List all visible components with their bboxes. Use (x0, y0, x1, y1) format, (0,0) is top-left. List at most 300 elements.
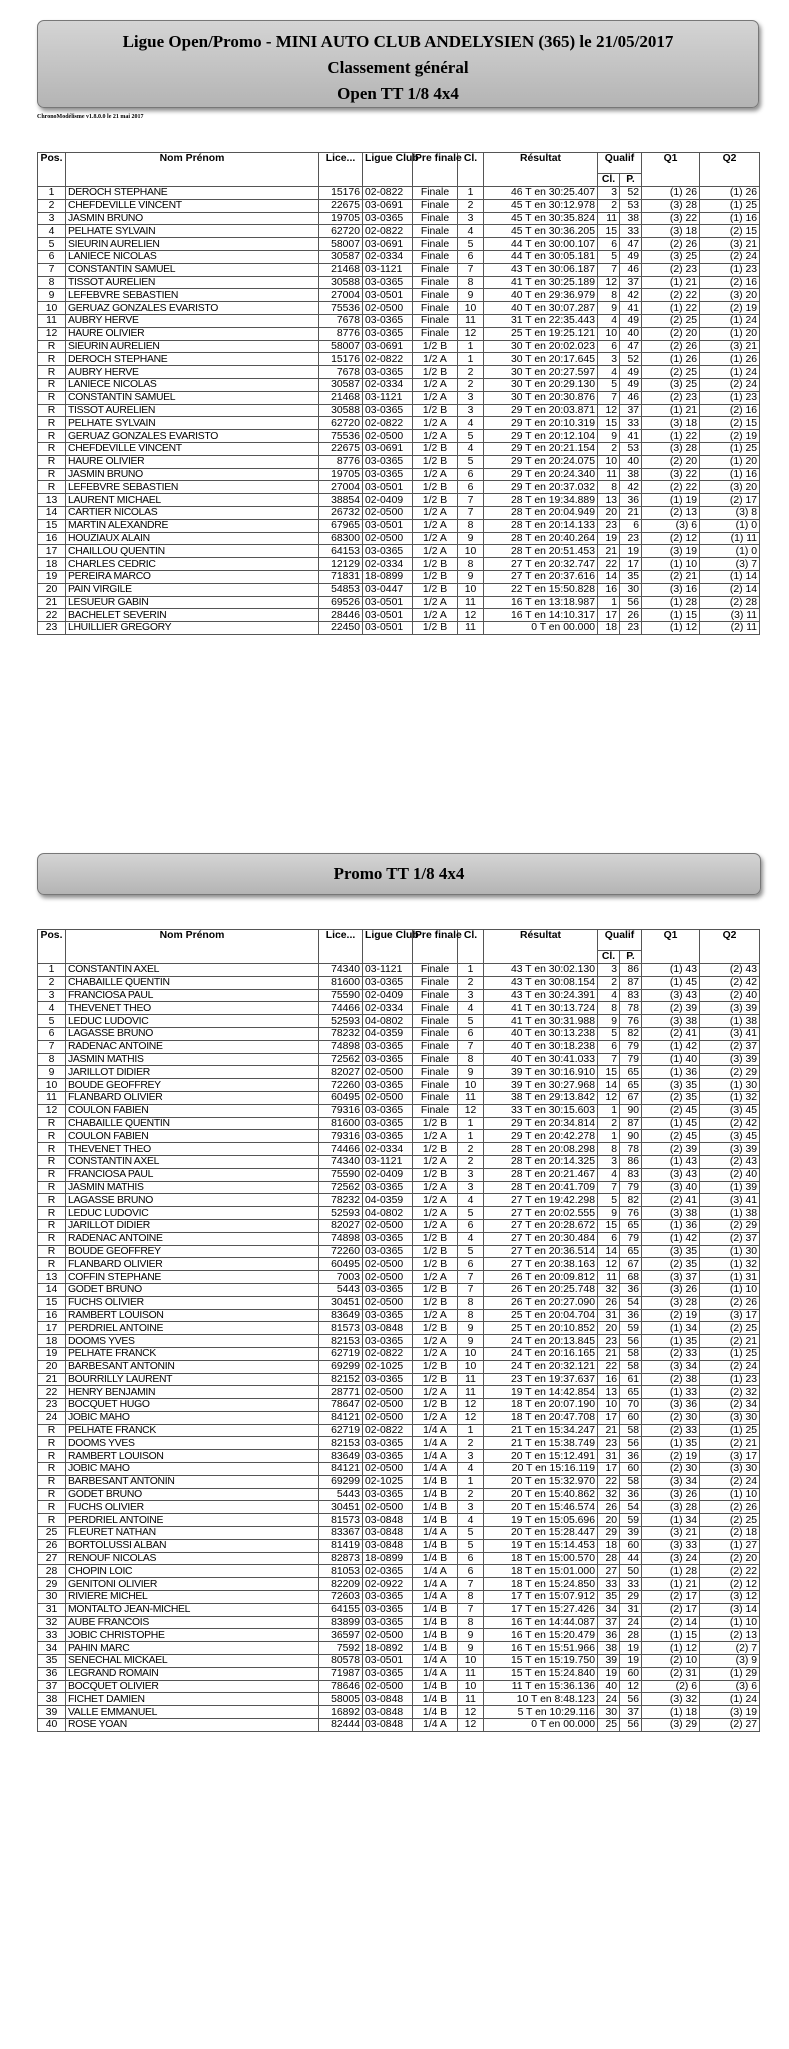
ligue-club-cell: 02-1025 (363, 1360, 413, 1373)
pos-cell: R (38, 1194, 66, 1207)
licence-cell: 15176 (319, 187, 363, 200)
licence-cell: 75536 (319, 430, 363, 443)
result-cell: 41 T en 30:31.988 (484, 1015, 598, 1028)
q1-cell: (1) 21 (642, 1578, 700, 1591)
pos-cell: 18 (38, 558, 66, 571)
col-result: Résultat (484, 930, 598, 964)
pre-finale-cell: Finale (413, 1002, 458, 1015)
qualif-cl-cell: 2 (598, 1117, 620, 1130)
q2-cell: (3) 30 (700, 1463, 760, 1476)
result-cell: 43 T en 30:06.187 (484, 263, 598, 276)
table-row (38, 238, 760, 251)
ligue-club-cell: 03-0365 (363, 1335, 413, 1348)
q2-cell: (2) 27 (700, 1719, 760, 1732)
name-cell: FICHET DAMIEN (66, 1693, 319, 1706)
cl-cell: 8 (458, 1591, 484, 1604)
ligue-club-cell: 02-0500 (363, 1399, 413, 1412)
name-cell: AUBE FRANCOIS (66, 1616, 319, 1629)
licence-cell: 52593 (319, 1207, 363, 1220)
licence-cell: 83649 (319, 1450, 363, 1463)
q2-cell: (3) 21 (700, 238, 760, 251)
q2-cell: (1) 24 (700, 1693, 760, 1706)
name-cell: GENITONI OLIVIER (66, 1578, 319, 1591)
name-cell: DEROCH STEPHANE (66, 353, 319, 366)
ligue-club-cell: 03-1121 (363, 263, 413, 276)
qualif-cl-cell: 3 (598, 1155, 620, 1168)
qualif-cl-cell: 9 (598, 302, 620, 315)
qualif-cl-cell: 12 (598, 404, 620, 417)
qualif-p-cell: 36 (620, 1488, 642, 1501)
ligue-club-cell: 03-0365 (363, 1117, 413, 1130)
result-cell: 16 T en 14:44.087 (484, 1616, 598, 1629)
table-row (38, 1002, 760, 1015)
q1-cell: (2) 20 (642, 455, 700, 468)
q2-cell: (2) 16 (700, 404, 760, 417)
qualif-p-cell: 36 (620, 1283, 642, 1296)
q2-cell: (2) 20 (700, 1552, 760, 1565)
cl-cell: 6 (458, 1552, 484, 1565)
qualif-p-cell: 76 (620, 1207, 642, 1220)
result-cell: 19 T en 15:05.696 (484, 1514, 598, 1527)
result-cell: 40 T en 30:07.287 (484, 302, 598, 315)
result-cell: 28 T en 20:14.133 (484, 519, 598, 532)
pre-finale-cell: 1/4 A (413, 1450, 458, 1463)
table-row (38, 1424, 760, 1437)
q1-cell: (2) 26 (642, 340, 700, 353)
ligue-club-cell: 02-0500 (363, 302, 413, 315)
qualif-p-cell: 76 (620, 1015, 642, 1028)
cl-cell: 2 (458, 976, 484, 989)
pos-cell: 15 (38, 1296, 66, 1309)
q1-cell: (3) 34 (642, 1360, 700, 1373)
ligue-club-cell: 03-1121 (363, 964, 413, 977)
q2-cell: (1) 0 (700, 545, 760, 558)
pre-finale-cell: 1/2 A (413, 1411, 458, 1424)
pre-finale-cell: 1/2 B (413, 340, 458, 353)
ligue-club-cell: 03-0848 (363, 1539, 413, 1552)
cl-cell: 8 (458, 1309, 484, 1322)
table-row (38, 1015, 760, 1028)
qualif-p-cell: 6 (620, 519, 642, 532)
pre-finale-cell: Finale (413, 238, 458, 251)
ligue-club-cell: 04-0359 (363, 1027, 413, 1040)
qualif-p-cell: 79 (620, 1181, 642, 1194)
table-row (38, 1194, 760, 1207)
cl-cell: 1 (458, 340, 484, 353)
table-row (38, 340, 760, 353)
qualif-cl-cell: 7 (598, 1181, 620, 1194)
ligue-club-cell: 03-0365 (363, 1181, 413, 1194)
pos-cell: 14 (38, 506, 66, 519)
ligue-club-cell: 03-0848 (363, 1693, 413, 1706)
result-cell: 30 T en 20:02.023 (484, 340, 598, 353)
table-row (38, 353, 760, 366)
name-cell: PELHATE FRANCK (66, 1347, 319, 1360)
pos-cell: R (38, 1207, 66, 1220)
q2-cell: (2) 24 (700, 250, 760, 263)
name-cell: PELHATE SYLVAIN (66, 417, 319, 430)
name-cell: MARTIN ALEXANDRE (66, 519, 319, 532)
pre-finale-cell: 1/2 B (413, 1232, 458, 1245)
qualif-cl-cell: 14 (598, 570, 620, 583)
cl-cell: 11 (458, 1667, 484, 1680)
pos-cell: 2 (38, 199, 66, 212)
ligue-club-cell: 02-0409 (363, 1168, 413, 1181)
qualif-cl-cell: 12 (598, 1258, 620, 1271)
licence-cell: 82027 (319, 1066, 363, 1079)
qualif-p-cell: 37 (620, 404, 642, 417)
ligue-club-cell: 03-0501 (363, 1655, 413, 1668)
qualif-cl-cell: 12 (598, 276, 620, 289)
qualif-p-cell: 30 (620, 583, 642, 596)
qualif-p-cell: 83 (620, 1168, 642, 1181)
cl-cell: 10 (458, 545, 484, 558)
q1-cell: (1) 28 (642, 1565, 700, 1578)
qualif-p-cell: 56 (620, 1693, 642, 1706)
ligue-club-cell: 18-0892 (363, 1642, 413, 1655)
licence-cell: 28446 (319, 609, 363, 622)
table-row (38, 1680, 760, 1693)
qualif-cl-cell: 9 (598, 1207, 620, 1220)
q2-cell: (3) 41 (700, 1027, 760, 1040)
table-row (38, 225, 760, 238)
qualif-p-cell: 36 (620, 1450, 642, 1463)
cl-cell: 10 (458, 302, 484, 315)
table-row (38, 1373, 760, 1386)
table-row (38, 1655, 760, 1668)
name-cell: AUBRY HERVE (66, 366, 319, 379)
cl-cell: 12 (458, 1706, 484, 1719)
q1-cell: (2) 21 (642, 570, 700, 583)
qualif-p-cell: 53 (620, 199, 642, 212)
licence-cell: 22450 (319, 622, 363, 635)
name-cell: PAHIN MARC (66, 1642, 319, 1655)
result-cell: 29 T en 20:03.871 (484, 404, 598, 417)
licence-cell: 83367 (319, 1527, 363, 1540)
result-cell: 40 T en 30:18.238 (484, 1040, 598, 1053)
result-cell: 38 T en 29:13.842 (484, 1091, 598, 1104)
q2-cell: (1) 10 (700, 1616, 760, 1629)
q2-cell: (1) 20 (700, 327, 760, 340)
pre-finale-cell: 1/4 B (413, 1539, 458, 1552)
name-cell: PAIN VIRGILE (66, 583, 319, 596)
name-cell: LAURENT MICHAEL (66, 494, 319, 507)
qualif-cl-cell: 5 (598, 1194, 620, 1207)
ligue-club-cell: 02-0500 (363, 1629, 413, 1642)
licence-cell: 7678 (319, 314, 363, 327)
q1-cell: (1) 26 (642, 353, 700, 366)
pre-finale-cell: 1/2 A (413, 506, 458, 519)
q2-cell: (2) 37 (700, 1040, 760, 1053)
open-results-table (37, 152, 760, 635)
pos-cell: 3 (38, 989, 66, 1002)
cl-cell: 6 (458, 1027, 484, 1040)
pos-cell: R (38, 1168, 66, 1181)
q2-cell: (3) 8 (700, 506, 760, 519)
qualif-cl-cell: 1 (598, 1104, 620, 1117)
q2-cell: (3) 45 (700, 1104, 760, 1117)
qualif-cl-cell: 36 (598, 1629, 620, 1642)
ligue-club-cell: 03-0365 (363, 1283, 413, 1296)
qualif-p-cell: 52 (620, 187, 642, 200)
result-cell: 26 T en 20:27.090 (484, 1296, 598, 1309)
ligue-club-cell: 02-0500 (363, 1219, 413, 1232)
table-row (38, 1219, 760, 1232)
col-qualif: Qualif (598, 930, 642, 951)
pos-cell: 20 (38, 1360, 66, 1373)
cl-cell: 8 (458, 276, 484, 289)
pos-cell: 19 (38, 570, 66, 583)
table-row (38, 1168, 760, 1181)
pre-finale-cell: 1/2 B (413, 1373, 458, 1386)
table-row (38, 989, 760, 1002)
qualif-cl-cell: 18 (598, 1539, 620, 1552)
q1-cell: (3) 35 (642, 1079, 700, 1092)
q2-cell: (2) 32 (700, 1386, 760, 1399)
cl-cell: 2 (458, 1488, 484, 1501)
licence-cell: 26732 (319, 506, 363, 519)
licence-cell: 81419 (319, 1539, 363, 1552)
pos-cell: 8 (38, 276, 66, 289)
qualif-cl-cell: 35 (598, 1591, 620, 1604)
q1-cell: (2) 41 (642, 1027, 700, 1040)
result-cell: 24 T en 20:32.121 (484, 1360, 598, 1373)
q1-cell: (3) 35 (642, 1245, 700, 1258)
pos-cell: R (38, 1463, 66, 1476)
result-cell: 27 T en 20:37.616 (484, 570, 598, 583)
qualif-cl-cell: 13 (598, 1386, 620, 1399)
q2-cell: (2) 25 (700, 1322, 760, 1335)
qualif-p-cell: 28 (620, 1629, 642, 1642)
qualif-cl-cell: 2 (598, 442, 620, 455)
q2-cell: (2) 43 (700, 1155, 760, 1168)
name-cell: LESUEUR GABIN (66, 596, 319, 609)
table-row (38, 1719, 760, 1732)
cl-cell: 4 (458, 1514, 484, 1527)
q1-cell: (3) 28 (642, 442, 700, 455)
cl-cell: 9 (458, 1335, 484, 1348)
ligue-club-cell: 03-0365 (363, 276, 413, 289)
col-qualif: Qualif (598, 153, 642, 174)
table-row (38, 1642, 760, 1655)
pre-finale-cell: 1/2 B (413, 558, 458, 571)
qualif-cl-cell: 4 (598, 1168, 620, 1181)
pos-cell: R (38, 1501, 66, 1514)
q1-cell: (3) 25 (642, 378, 700, 391)
table-row (38, 1539, 760, 1552)
result-cell: 20 T en 15:46.574 (484, 1501, 598, 1514)
q2-cell: (1) 38 (700, 1207, 760, 1220)
licence-cell: 5443 (319, 1283, 363, 1296)
qualif-p-cell: 42 (620, 481, 642, 494)
cl-cell: 6 (458, 468, 484, 481)
cl-cell: 12 (458, 327, 484, 340)
cl-cell: 10 (458, 1360, 484, 1373)
licence-cell: 71831 (319, 570, 363, 583)
licence-cell: 62720 (319, 417, 363, 430)
table-row (38, 1271, 760, 1284)
name-cell: CHABAILLE QUENTIN (66, 976, 319, 989)
qualif-cl-cell: 8 (598, 1143, 620, 1156)
q1-cell: (2) 38 (642, 1373, 700, 1386)
licence-cell: 27004 (319, 481, 363, 494)
qualif-cl-cell: 3 (598, 353, 620, 366)
q1-cell: (3) 26 (642, 1283, 700, 1296)
pos-cell: 9 (38, 289, 66, 302)
q2-cell: (3) 20 (700, 289, 760, 302)
q1-cell: (1) 36 (642, 1066, 700, 1079)
qualif-cl-cell: 25 (598, 1719, 620, 1732)
qualif-p-cell: 90 (620, 1130, 642, 1143)
qualif-cl-cell: 6 (598, 340, 620, 353)
table-row (38, 1667, 760, 1680)
table-row (38, 404, 760, 417)
ligue-club-cell: 02-0500 (363, 1296, 413, 1309)
result-cell: 23 T en 19:37.637 (484, 1373, 598, 1386)
table-row (38, 442, 760, 455)
ligue-club-cell: 02-0500 (363, 1091, 413, 1104)
q1-cell: (2) 13 (642, 506, 700, 519)
result-cell: 39 T en 30:27.968 (484, 1079, 598, 1092)
table-row (38, 519, 760, 532)
qualif-cl-cell: 3 (598, 187, 620, 200)
cl-cell: 8 (458, 1296, 484, 1309)
cl-cell: 1 (458, 1117, 484, 1130)
pos-cell: 9 (38, 1066, 66, 1079)
q2-cell: (2) 15 (700, 225, 760, 238)
table-row (38, 1283, 760, 1296)
pre-finale-cell: 1/2 B (413, 494, 458, 507)
q1-cell: (3) 40 (642, 1181, 700, 1194)
pre-finale-cell: 1/2 A (413, 417, 458, 430)
result-cell: 24 T en 20:13.845 (484, 1335, 598, 1348)
table-row (38, 1693, 760, 1706)
pre-finale-cell: Finale (413, 276, 458, 289)
pre-finale-cell: 1/2 B (413, 366, 458, 379)
ligue-club-cell: 03-0365 (363, 1488, 413, 1501)
name-cell: CHOPIN LOIC (66, 1565, 319, 1578)
ligue-club-cell: 03-0501 (363, 622, 413, 635)
name-cell: JARILLOT DIDIER (66, 1219, 319, 1232)
ligue-club-cell: 02-0822 (363, 1424, 413, 1437)
cl-cell: 1 (458, 1130, 484, 1143)
ligue-club-cell: 04-0802 (363, 1207, 413, 1220)
q1-cell: (3) 18 (642, 225, 700, 238)
pos-cell: 7 (38, 263, 66, 276)
pos-cell: 5 (38, 238, 66, 251)
licence-cell: 82444 (319, 1719, 363, 1732)
q2-cell: (2) 19 (700, 302, 760, 315)
name-cell: CHEFDEVILLE VINCENT (66, 442, 319, 455)
ligue-club-cell: 02-0822 (363, 1347, 413, 1360)
pre-finale-cell: 1/4 A (413, 1424, 458, 1437)
cl-cell: 1 (458, 187, 484, 200)
name-cell: TISSOT AURELIEN (66, 276, 319, 289)
cl-cell: 8 (458, 558, 484, 571)
licence-cell: 72562 (319, 1053, 363, 1066)
qualif-p-cell: 70 (620, 1399, 642, 1412)
q2-cell: (3) 39 (700, 1002, 760, 1015)
pos-cell: 16 (38, 532, 66, 545)
licence-cell: 30451 (319, 1501, 363, 1514)
cl-cell: 9 (458, 1066, 484, 1079)
table-row (38, 964, 760, 977)
result-cell: 28 T en 20:51.453 (484, 545, 598, 558)
table-row (38, 1309, 760, 1322)
pre-finale-cell: 1/2 A (413, 1207, 458, 1220)
col-pos: Pos. (38, 153, 66, 187)
ligue-club-cell: 02-1025 (363, 1475, 413, 1488)
licence-cell: 36597 (319, 1629, 363, 1642)
q2-cell: (2) 13 (700, 1629, 760, 1642)
licence-cell: 21468 (319, 391, 363, 404)
q1-cell: (2) 23 (642, 263, 700, 276)
pre-finale-cell: 1/2 A (413, 609, 458, 622)
ligue-club-cell: 03-0365 (363, 455, 413, 468)
name-cell: RADENAC ANTOINE (66, 1040, 319, 1053)
q2-cell: (1) 27 (700, 1539, 760, 1552)
pos-cell: R (38, 391, 66, 404)
pos-cell: 28 (38, 1565, 66, 1578)
col-name: Nom Prénom (66, 153, 319, 187)
ligue-club-cell: 02-0500 (363, 1411, 413, 1424)
cl-cell: 12 (458, 1719, 484, 1732)
qualif-cl-cell: 14 (598, 1245, 620, 1258)
qualif-cl-cell: 40 (598, 1680, 620, 1693)
qualif-p-cell: 35 (620, 570, 642, 583)
name-cell: THEVENET THEO (66, 1002, 319, 1015)
ligue-club-cell: 03-0365 (363, 1591, 413, 1604)
q1-cell: (2) 39 (642, 1002, 700, 1015)
qualif-cl-cell: 8 (598, 289, 620, 302)
pos-cell: R (38, 455, 66, 468)
pre-finale-cell: Finale (413, 199, 458, 212)
q2-cell: (1) 30 (700, 1079, 760, 1092)
qualif-p-cell: 60 (620, 1539, 642, 1552)
pos-cell: 39 (38, 1706, 66, 1719)
q2-cell: (1) 20 (700, 455, 760, 468)
licence-cell: 84121 (319, 1411, 363, 1424)
ligue-club-cell: 03-0691 (363, 199, 413, 212)
table-row (38, 1347, 760, 1360)
pre-finale-cell: 1/4 B (413, 1514, 458, 1527)
q2-cell: (2) 7 (700, 1642, 760, 1655)
result-cell: 18 T en 20:47.708 (484, 1411, 598, 1424)
name-cell: JASMIN BRUNO (66, 212, 319, 225)
qualif-cl-cell: 32 (598, 1488, 620, 1501)
ligue-club-cell: 03-0365 (363, 404, 413, 417)
pos-cell: R (38, 404, 66, 417)
name-cell: HAURE OLIVIER (66, 455, 319, 468)
qualif-p-cell: 21 (620, 506, 642, 519)
result-cell: 20 T en 15:16.119 (484, 1463, 598, 1476)
pre-finale-cell: 1/4 A (413, 1578, 458, 1591)
result-cell: 27 T en 20:30.484 (484, 1232, 598, 1245)
q1-cell: (3) 33 (642, 1539, 700, 1552)
pos-cell: R (38, 1437, 66, 1450)
q1-cell: (1) 45 (642, 976, 700, 989)
qualif-p-cell: 87 (620, 976, 642, 989)
licence-cell: 72260 (319, 1079, 363, 1092)
cl-cell: 7 (458, 1271, 484, 1284)
licence-cell: 75590 (319, 989, 363, 1002)
ligue-club-cell: 03-0365 (363, 366, 413, 379)
result-cell: 18 T en 20:07.190 (484, 1399, 598, 1412)
ligue-club-cell: 02-0822 (363, 225, 413, 238)
qualif-p-cell: 65 (620, 1386, 642, 1399)
q1-cell: (2) 31 (642, 1667, 700, 1680)
result-cell: 29 T en 20:42.278 (484, 1130, 598, 1143)
